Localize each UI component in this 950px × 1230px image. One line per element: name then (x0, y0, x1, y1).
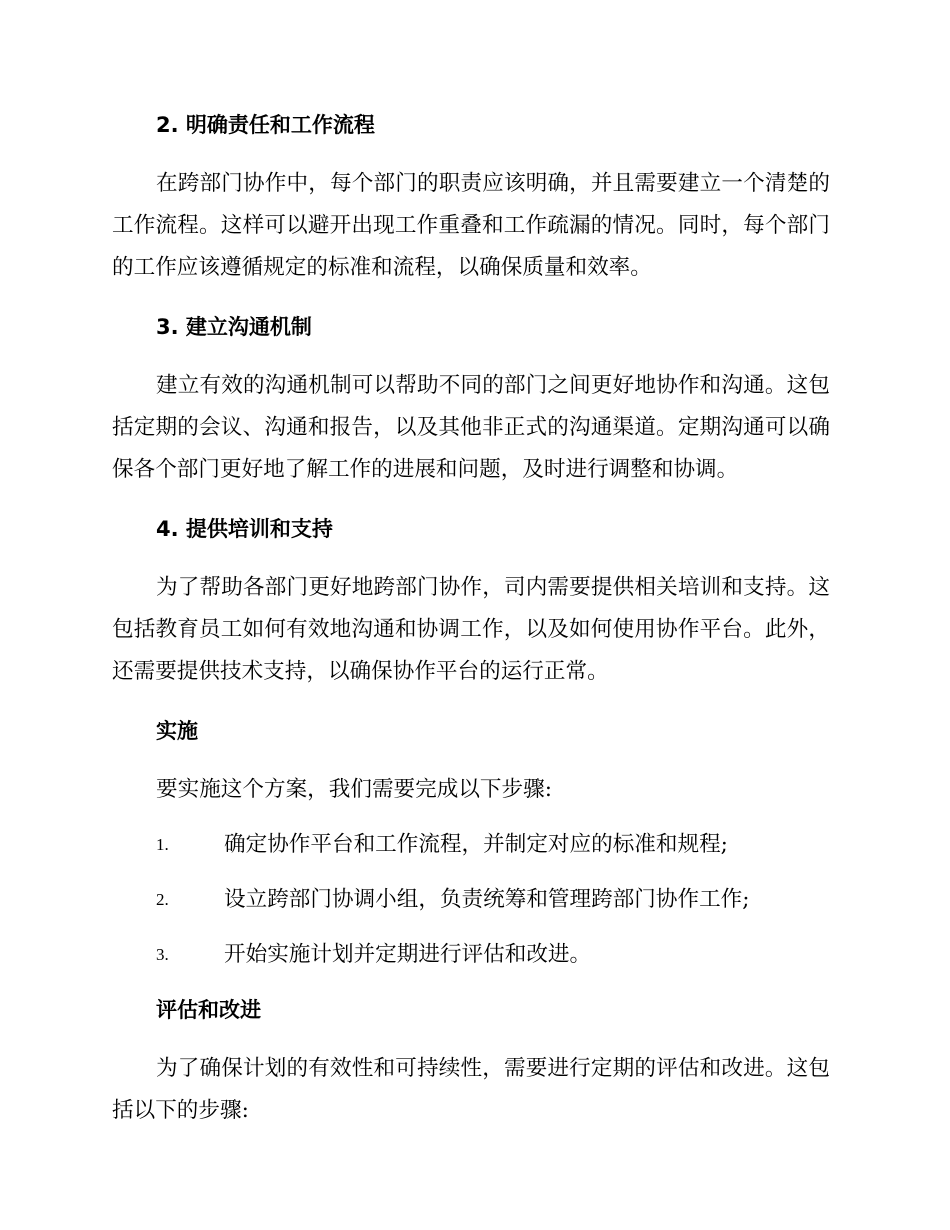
list-number: 1. (156, 835, 169, 854)
list-number: 3. (156, 945, 169, 964)
section-communication (112, 306, 830, 491)
list-number: 2. (156, 890, 169, 909)
list-item (112, 824, 830, 866)
section-implementation (112, 710, 830, 976)
implementation-heading: 实施 (156, 719, 198, 743)
section-paragraph: 建立有效的沟通机制可以帮助不同的部门之间更好地协作和沟通。这包括定期的会议、沟通和报告，以及其他非正式的沟通渠道。定期沟通可以确保各个部门更好地了解工作的进展和问题，及时进行调整和协调。 (112, 373, 830, 482)
section-evaluation (112, 989, 830, 1132)
evaluation-heading: 评估和改进 (156, 998, 261, 1022)
evaluation-paragraph: 为了确保计划的有效性和可持续性，需要进行定期的评估和改进。这包括以下的步骤: (112, 1056, 830, 1123)
section-heading: 3. 建立沟通机制 (156, 315, 312, 339)
list-text: 确定协作平台和工作流程，并制定对应的标准和规程; (224, 832, 728, 857)
list-text: 设立跨部门协调小组，负责统筹和管理跨部门协作工作; (224, 887, 750, 912)
section-responsibility (112, 104, 830, 289)
section-paragraph: 为了帮助各部门更好地跨部门协作，司内需要提供相关培训和支持。这包括教育员工如何有效地沟通和协调工作，以及如何使用协作平台。此外，还需要提供技术支持，以确保协作平台的运行正常。 (112, 575, 830, 684)
list-item (112, 879, 830, 921)
section-heading: 4. 提供培训和支持 (156, 517, 333, 541)
section-paragraph: 在跨部门协作中，每个部门的职责应该明确，并且需要建立一个清楚的工作流程。这样可以避开出现工作重叠和工作疏漏的情况。同时，每个部门的工作应该遵循规定的标准和流程，以确保质量和效率。 (112, 171, 830, 280)
section-training (112, 508, 830, 693)
implementation-intro: 要实施这个方案，我们需要完成以下步骤: (156, 777, 552, 802)
list-text: 开始实施计划并定期进行评估和改进。 (224, 942, 592, 967)
list-item (112, 934, 830, 976)
document-body (112, 104, 830, 1149)
section-heading: 2. 明确责任和工作流程 (156, 113, 375, 137)
